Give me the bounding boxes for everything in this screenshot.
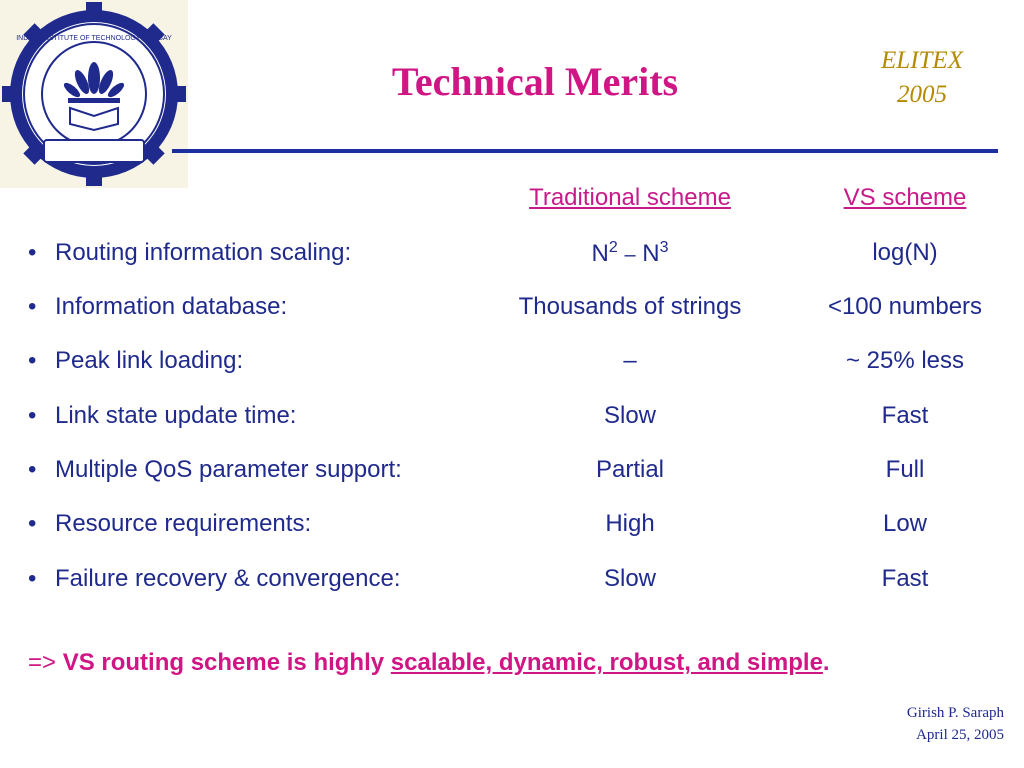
footer-date: April 25, 2005 xyxy=(916,727,1004,743)
row-label: Resource requirements: xyxy=(55,510,312,537)
table-row xyxy=(0,456,1024,490)
scaling-dash: – xyxy=(624,244,636,266)
table-row xyxy=(0,347,1024,381)
slide-title: Technical Merits xyxy=(391,59,679,104)
row-traditional-value: Partial xyxy=(595,456,665,483)
table-row xyxy=(0,239,1024,273)
conclusion-line xyxy=(28,649,830,677)
row-traditional-value: Slow xyxy=(603,402,657,429)
conclusion-text: VS routing scheme is highly xyxy=(62,649,385,676)
conclusion-arrow: => xyxy=(28,649,57,676)
row-label: Routing information scaling: xyxy=(55,239,352,266)
table-row xyxy=(0,293,1024,327)
table-row xyxy=(0,510,1024,544)
row-vs-value: ~ 25% less xyxy=(845,347,965,374)
row-vs-value: Fast xyxy=(881,565,929,592)
logo-text: INDIAN INSTITUTE OF TECHNOLOGY BOMBAY xyxy=(16,35,172,42)
column-header-traditional: Traditional scheme xyxy=(529,184,731,211)
bullet-icon: • xyxy=(28,510,37,537)
bullet-icon: • xyxy=(28,293,37,320)
bullet-icon: • xyxy=(28,456,37,483)
row-vs-value: log(N) xyxy=(872,239,938,266)
row-vs-value: <100 numbers xyxy=(827,293,983,320)
row-label: Link state update time: xyxy=(55,402,297,429)
title-rule xyxy=(172,149,998,153)
scaling-exponent: 2 xyxy=(608,239,618,256)
row-label: Failure recovery & convergence: xyxy=(55,565,401,592)
bullet-icon: • xyxy=(28,565,37,592)
row-label: Information database: xyxy=(55,293,288,320)
footer-author: Girish P. Saraph xyxy=(906,705,1004,721)
scaling-base-n: N xyxy=(642,240,660,267)
conclusion-period: . xyxy=(822,649,830,676)
conclusion-highlight: scalable, dynamic, robust, and simple xyxy=(390,649,823,676)
table-row xyxy=(0,565,1024,599)
scaling-base-n: N xyxy=(591,240,609,267)
row-traditional-value xyxy=(470,239,790,268)
bullet-icon: • xyxy=(28,347,37,374)
conference-year: 2005 xyxy=(897,81,947,108)
row-traditional-value: Slow xyxy=(603,565,657,592)
table-row xyxy=(0,402,1024,436)
row-vs-value: Fast xyxy=(881,402,929,429)
row-traditional-value: – xyxy=(623,347,637,374)
scaling-exponent: 3 xyxy=(659,239,669,256)
row-traditional-value: High xyxy=(605,510,655,537)
bullet-icon: • xyxy=(28,239,37,266)
row-label: Peak link loading: xyxy=(55,347,244,374)
column-header-vs: VS scheme xyxy=(843,184,967,211)
row-traditional-value: Thousands of strings xyxy=(518,293,742,320)
iit-bombay-logo xyxy=(0,0,188,188)
conference-label xyxy=(858,44,986,112)
row-vs-value: Low xyxy=(882,510,928,537)
row-label: Multiple QoS parameter support: xyxy=(55,456,402,483)
bullet-icon: • xyxy=(28,402,37,429)
conference-name: ELITEX xyxy=(881,47,963,74)
row-vs-value: Full xyxy=(885,456,925,483)
